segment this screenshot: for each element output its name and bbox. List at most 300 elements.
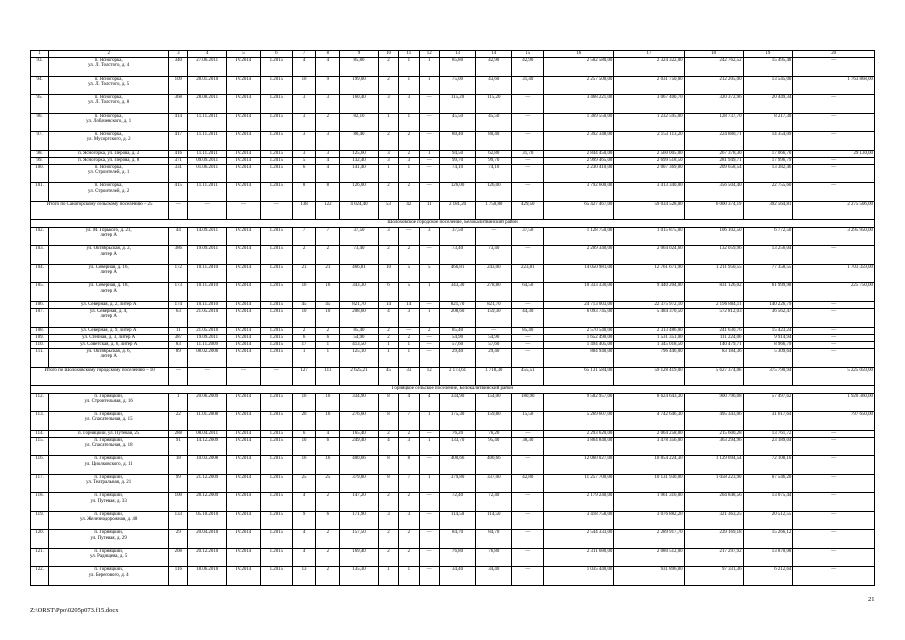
table-cell: 15 266,12 bbox=[743, 530, 793, 549]
table-cell: 20.12.2010 bbox=[188, 548, 227, 567]
table-cell: 22 375 972,10 bbox=[614, 301, 684, 308]
table-cell: 400,66 bbox=[476, 456, 512, 475]
table-cell: 133,70 bbox=[439, 437, 475, 456]
table-cell: 413,50 bbox=[340, 341, 379, 348]
column-number-7: 7 bbox=[292, 51, 316, 58]
table-cell: 1 bbox=[419, 283, 439, 302]
table-cell: — bbox=[419, 349, 439, 368]
table-cell: 2 bbox=[378, 334, 398, 341]
table-cell: 3 bbox=[378, 150, 398, 157]
table-cell: 28.01.2010 bbox=[188, 76, 227, 95]
table-cell: 466,81 bbox=[439, 264, 475, 283]
table-row bbox=[31, 548, 875, 567]
section-heading-row bbox=[31, 386, 875, 394]
table-cell: — bbox=[793, 530, 875, 549]
total-cell: 12 bbox=[419, 367, 439, 386]
table-row bbox=[31, 456, 875, 475]
table-cell: 931 896,00 bbox=[614, 567, 684, 586]
table-cell: 3 bbox=[419, 227, 439, 246]
address-cell: п. Ясногорка, ул. Строителей, д. 2 bbox=[49, 183, 169, 202]
address-cell: п. Ясногорка, ул. Л. Толстого, д. 8 bbox=[49, 95, 169, 114]
table-cell: 1 961 316,00 bbox=[614, 493, 684, 512]
table-cell: 1 bbox=[316, 349, 340, 368]
table-cell: 9 582 957,00 bbox=[544, 393, 614, 412]
table-cell: 132,40 bbox=[340, 157, 379, 164]
table-cell: 4 742 646,30 bbox=[614, 412, 684, 431]
table-cell: — bbox=[419, 132, 439, 151]
table-cell: 175,30 bbox=[439, 412, 475, 431]
table-cell: 157,50 bbox=[340, 530, 379, 549]
table-cell: 7 bbox=[399, 474, 419, 493]
table-cell: — bbox=[512, 95, 544, 114]
table-cell: 1 bbox=[378, 349, 398, 368]
table-cell: 11 bbox=[169, 327, 188, 334]
table-cell: 1 211 950,55 bbox=[684, 264, 743, 283]
table-cell: 1 bbox=[316, 341, 340, 348]
table-cell: — bbox=[512, 334, 544, 341]
table-row bbox=[31, 157, 875, 164]
table-cell: 14 050 981,00 bbox=[544, 264, 614, 283]
row-number-cell: 104. bbox=[31, 264, 49, 283]
table-cell: 14 354,09 bbox=[743, 132, 793, 151]
table-cell: — bbox=[419, 567, 439, 586]
table-cell: 10.03.2008 bbox=[188, 456, 227, 475]
table-cell: 61 999,98 bbox=[743, 283, 793, 302]
table-cell: 831 126,02 bbox=[684, 283, 743, 302]
table-cell: 3 bbox=[292, 150, 316, 157]
table-cell: 3 bbox=[399, 95, 419, 114]
table-cell: 2 bbox=[316, 530, 340, 549]
table-cell: 140 479,71 bbox=[684, 341, 743, 348]
table-cell: 2 196 804,11 bbox=[684, 301, 743, 308]
table-cell: 45,50 bbox=[439, 113, 475, 132]
total-cell: 59 034 528,00 bbox=[614, 201, 684, 220]
table-cell: 34,40 bbox=[476, 567, 512, 586]
table-cell: 16 bbox=[316, 456, 340, 475]
column-number-17: 17 bbox=[614, 51, 684, 58]
table-cell: 28.12.2009 bbox=[188, 493, 227, 512]
column-number-10: 10 bbox=[378, 51, 398, 58]
table-cell: 09.09.2011 bbox=[188, 157, 227, 164]
table-cell: 368 bbox=[169, 95, 188, 114]
column-number-row bbox=[31, 51, 875, 58]
row-number-cell: 121. bbox=[31, 548, 49, 567]
table-cell: 2 289 917,70 bbox=[614, 530, 684, 549]
table-cell: 1 bbox=[399, 76, 419, 95]
table-cell: 2 bbox=[378, 548, 398, 567]
row-number-cell: 95. bbox=[31, 95, 49, 114]
table-cell: 24 713 003,00 bbox=[544, 301, 614, 308]
column-number-18: 18 bbox=[684, 51, 743, 58]
table-cell: 1.2015 bbox=[260, 246, 292, 265]
table-cell: 63 bbox=[169, 309, 188, 328]
total-cell: 53 bbox=[378, 201, 398, 220]
row-number-cell: 112. bbox=[31, 393, 49, 412]
address-cell: п. Горняцкий, ул. Путевая, 25 bbox=[49, 430, 169, 437]
row-number-cell: 93. bbox=[31, 58, 49, 77]
table-cell: 3 bbox=[316, 150, 340, 157]
table-cell: 10 333 330,00 bbox=[544, 283, 614, 302]
table-cell: — bbox=[419, 430, 439, 437]
table-cell: 1 bbox=[419, 309, 439, 328]
table-cell: 334,90 bbox=[340, 393, 379, 412]
row-number-cell: 107. bbox=[31, 309, 49, 328]
table-cell: 57,60 bbox=[476, 341, 512, 348]
table-cell: 8 bbox=[378, 412, 398, 431]
address-cell: п. Горняцкий, ул. Железнодорожная, д. 48 bbox=[49, 511, 169, 530]
table-row bbox=[31, 183, 875, 202]
table-cell: 01.06.2011 bbox=[188, 164, 227, 183]
table-cell: 80,40 bbox=[476, 132, 512, 151]
table-cell: — bbox=[793, 349, 875, 368]
table-row bbox=[31, 58, 875, 77]
table-cell: 900 796,08 bbox=[684, 393, 743, 412]
address-cell: ул. Советская, д. 6, литер А bbox=[49, 341, 169, 348]
total-cell: 138 bbox=[292, 201, 316, 220]
table-cell: 8 bbox=[399, 456, 419, 475]
table-cell: 115,20 bbox=[476, 95, 512, 114]
table-cell: 414 bbox=[169, 113, 188, 132]
table-cell: 379,80 bbox=[439, 474, 475, 493]
address-cell: п. Горняцкий, ул. Театральная, д. 21 bbox=[49, 474, 169, 493]
table-cell: 1 bbox=[292, 349, 316, 368]
table-cell: 1.2015 bbox=[260, 264, 292, 283]
table-cell: 387 bbox=[169, 334, 188, 341]
table-cell: 17 bbox=[292, 341, 316, 348]
table-cell: 2 bbox=[399, 430, 419, 437]
table-cell: 10.11.2010 bbox=[188, 301, 227, 308]
table-cell: 11.11.2011 bbox=[188, 150, 227, 157]
table-cell: 132 059,96 bbox=[684, 246, 743, 265]
table-cell: IV.2014 bbox=[226, 264, 260, 283]
table-cell: IV.2014 bbox=[226, 393, 260, 412]
row-number-cell: 117. bbox=[31, 474, 49, 493]
table-cell: 13 bbox=[292, 567, 316, 586]
table-cell: — bbox=[512, 456, 544, 475]
table-cell: 243,00 bbox=[476, 264, 512, 283]
total-cell: 2 181,20 bbox=[439, 201, 475, 220]
table-cell: 31 617,64 bbox=[743, 412, 793, 431]
total-cell: 111 bbox=[316, 367, 340, 386]
row-number-cell: 119. bbox=[31, 511, 49, 530]
table-cell: IV.2014 bbox=[226, 530, 260, 549]
table-cell: 1.2015 bbox=[260, 309, 292, 328]
table-cell: 72 108,16 bbox=[743, 456, 793, 475]
table-cell: 11 257 700,00 bbox=[544, 474, 614, 493]
table-row bbox=[31, 150, 875, 157]
table-cell: 3 bbox=[316, 95, 340, 114]
table-cell: 2 bbox=[316, 493, 340, 512]
table-cell: 2 570 540,00 bbox=[544, 327, 614, 334]
table-cell: 13 382,46 bbox=[743, 164, 793, 183]
section-heading: Горняцкое сельское поселение, Белокалитвинский район bbox=[31, 386, 875, 394]
table-cell: 1 bbox=[399, 349, 419, 368]
total-cell: 42 bbox=[399, 201, 419, 220]
table-cell: 4 bbox=[316, 430, 340, 437]
table-cell: 74,10 bbox=[439, 164, 475, 183]
table-cell: IV.2014 bbox=[226, 157, 260, 164]
table-cell: 1.2015 bbox=[260, 150, 292, 157]
column-number-20: 20 bbox=[793, 51, 875, 58]
address-cell: п. Горняцкий, ул. Спасательная, д. 15 bbox=[49, 412, 169, 431]
table-row bbox=[31, 341, 875, 348]
table-cell: 84,70 bbox=[439, 530, 475, 549]
table-cell: — bbox=[793, 327, 875, 334]
table-cell: 3 bbox=[378, 511, 398, 530]
table-cell: 2 560 005,00 bbox=[614, 150, 684, 157]
address-cell: п. Ясногорка, ул. Л. Толстого, д. 4 bbox=[49, 58, 169, 77]
table-cell: 36 562,47 bbox=[743, 309, 793, 328]
table-row bbox=[31, 246, 875, 265]
table-cell: 340 bbox=[169, 58, 188, 77]
table-cell: 106 102,50 bbox=[684, 227, 743, 246]
table-cell: 13 256,04 bbox=[743, 246, 793, 265]
table-cell: 13 545,00 bbox=[743, 76, 793, 95]
table-cell: — bbox=[793, 95, 875, 114]
table-cell: 3 bbox=[316, 132, 340, 151]
total-cell: — bbox=[169, 367, 188, 386]
table-cell: 10 854 224,30 bbox=[614, 456, 684, 475]
table-cell: 135,30 bbox=[340, 567, 379, 586]
table-cell: 2 324 322,00 bbox=[614, 58, 684, 77]
table-cell: 334,90 bbox=[439, 393, 475, 412]
table-cell: 16 bbox=[292, 283, 316, 302]
table-cell: 57,60 bbox=[439, 341, 475, 348]
table-cell: 267 378,30 bbox=[684, 150, 743, 157]
table-cell: 2 699 518,50 bbox=[614, 157, 684, 164]
table-row bbox=[31, 530, 875, 549]
table-cell: 7 bbox=[292, 227, 316, 246]
table-cell: 3 792 600,00 bbox=[544, 183, 614, 202]
table-cell: 208,60 bbox=[439, 309, 475, 328]
table-cell: 8 966,79 bbox=[743, 341, 793, 348]
table-cell: — bbox=[419, 341, 439, 348]
table-cell: 1.2015 bbox=[260, 334, 292, 341]
table-cell: 16 bbox=[292, 456, 316, 475]
table-row bbox=[31, 430, 875, 437]
table-cell: 2 844 450,00 bbox=[544, 150, 614, 157]
table-cell: 140 226,79 bbox=[743, 301, 793, 308]
table-cell: 13 761,72 bbox=[743, 430, 793, 437]
table-cell: 84,70 bbox=[476, 530, 512, 549]
column-number-4: 4 bbox=[188, 51, 227, 58]
table-cell: IV.2014 bbox=[226, 548, 260, 567]
table-cell: 11.11.2009 bbox=[188, 341, 227, 348]
table-cell: 11.11.2011 bbox=[188, 183, 227, 202]
total-cell: 2 275 506,00 bbox=[793, 201, 875, 220]
table-cell: 2 bbox=[316, 327, 340, 334]
table-cell: 343,30 bbox=[439, 283, 475, 302]
table-cell: 9 440 204,00 bbox=[614, 283, 684, 302]
table-cell: 94,50 bbox=[439, 150, 475, 157]
table-cell: 1.2015 bbox=[260, 437, 292, 456]
table-cell: 9 bbox=[316, 76, 340, 95]
table-cell: IV.2014 bbox=[226, 474, 260, 493]
table-cell: 4 bbox=[316, 164, 340, 183]
table-cell: — bbox=[399, 227, 419, 246]
table-cell: 2 bbox=[316, 113, 340, 132]
table-cell: 7 bbox=[399, 412, 419, 431]
table-cell: IV.2014 bbox=[226, 95, 260, 114]
row-number-cell: 114. bbox=[31, 430, 49, 437]
table-cell: 6 bbox=[292, 164, 316, 183]
table-cell: 4 bbox=[292, 530, 316, 549]
table-cell: 224 880,71 bbox=[684, 132, 743, 151]
table-cell: 331 bbox=[169, 164, 188, 183]
row-number-cell: 120. bbox=[31, 530, 49, 549]
total-cell: 392 564,81 bbox=[743, 201, 793, 220]
table-cell: 2 bbox=[378, 530, 398, 549]
table-cell: 3 bbox=[292, 132, 316, 151]
total-cell: — bbox=[226, 201, 260, 220]
address-cell: ул. Северная, д. 16, литер А bbox=[49, 264, 169, 283]
table-cell: 80,40 bbox=[340, 132, 379, 151]
total-cell: 5 225 059,00 bbox=[793, 367, 875, 386]
table-cell: — bbox=[399, 327, 419, 334]
table-cell: IV.2014 bbox=[226, 183, 260, 202]
table-cell: — bbox=[512, 164, 544, 183]
table-cell: 400,66 bbox=[340, 456, 379, 475]
table-cell: IV.2014 bbox=[226, 341, 260, 348]
table-cell: IV.2014 bbox=[226, 327, 260, 334]
table-cell: — bbox=[512, 548, 544, 567]
table-cell: 54,90 bbox=[439, 334, 475, 341]
table-cell: — bbox=[512, 511, 544, 530]
row-number-cell: 110. bbox=[31, 341, 49, 348]
table-cell: 20.06.2009 bbox=[188, 393, 227, 412]
table-cell: — bbox=[419, 334, 439, 341]
table-body bbox=[31, 51, 875, 586]
address-cell: п. Ясногорка, ул. Лобачевского, д. 1 bbox=[49, 113, 169, 132]
table-cell: 3 468 221,00 bbox=[544, 95, 614, 114]
table-cell: 215 600,28 bbox=[684, 430, 743, 437]
table-cell: — bbox=[419, 113, 439, 132]
table-cell: 1 bbox=[399, 164, 419, 183]
table-cell: 2 bbox=[316, 567, 340, 586]
table-cell: 1.2015 bbox=[260, 183, 292, 202]
row-number-cell: 96. bbox=[31, 113, 49, 132]
table-cell: 1 bbox=[378, 567, 398, 586]
table-cell: 400,66 bbox=[439, 456, 475, 475]
table-cell: 14.09.2011 bbox=[188, 227, 227, 246]
table-cell: 6 bbox=[378, 283, 398, 302]
table-cell: — bbox=[419, 157, 439, 164]
table-cell: — bbox=[419, 95, 439, 114]
table-cell: 7 bbox=[316, 227, 340, 246]
address-cell: п. Горняцкий, ул. Циолковского, д. 11 bbox=[49, 456, 169, 475]
table-cell: 1 bbox=[399, 341, 419, 348]
table-cell: 99 bbox=[169, 474, 188, 493]
row-number-cell: 122. bbox=[31, 567, 49, 586]
total-cell: 375 790,94 bbox=[743, 367, 793, 386]
table-cell: 884 940,00 bbox=[544, 349, 614, 368]
table-cell: — bbox=[512, 341, 544, 348]
table-cell: — bbox=[419, 301, 439, 308]
address-cell: п. Горняцкий, ул. Строительная, д. 16 bbox=[49, 393, 169, 412]
table-cell: 10.11.2010 bbox=[188, 264, 227, 283]
total-cell: 33 bbox=[399, 367, 419, 386]
table-cell: 29,40 bbox=[439, 349, 475, 368]
table-cell: — bbox=[512, 157, 544, 164]
table-cell: 241 630,76 bbox=[684, 327, 743, 334]
table-cell: — bbox=[512, 301, 544, 308]
section-heading: Шолоховское городское поселение, Белокалитвинский район bbox=[31, 220, 875, 228]
table-cell: 1.2015 bbox=[260, 283, 292, 302]
table-cell: 1 bbox=[419, 474, 439, 493]
table-cell: 466,81 bbox=[340, 264, 379, 283]
table-cell: 1.2015 bbox=[260, 393, 292, 412]
table-cell: 2 bbox=[378, 493, 398, 512]
table-cell: 38,30 bbox=[512, 437, 544, 456]
table-cell: 45 bbox=[316, 301, 340, 308]
table-cell: 796 446,00 bbox=[614, 349, 684, 368]
table-cell: 2 bbox=[399, 150, 419, 157]
table-cell: 42,90 bbox=[512, 58, 544, 77]
address-cell: ул. Северная, д. 2, литер А bbox=[49, 301, 169, 308]
table-cell: 126,00 bbox=[476, 183, 512, 202]
address-cell: ул. Степная, д. 3, литер А bbox=[49, 334, 169, 341]
table-cell: IV.2014 bbox=[226, 511, 260, 530]
footer-file-path: Z:\ORST\Ppo\0205p073.f15.docx bbox=[30, 607, 119, 614]
address-cell: ул. Северная, д. 9, литер А bbox=[49, 327, 169, 334]
table-cell: 10 bbox=[378, 264, 398, 283]
table-cell: 25 bbox=[292, 474, 316, 493]
table-cell: 1.2015 bbox=[260, 157, 292, 164]
total-row bbox=[31, 201, 875, 220]
table-cell: 797 650,00 bbox=[793, 412, 875, 431]
table-cell: 83 184,36 bbox=[684, 349, 743, 368]
table-cell: 5 bbox=[399, 264, 419, 283]
table-cell: 62,80 bbox=[476, 150, 512, 157]
table-cell: 85,40 bbox=[340, 327, 379, 334]
row-number-cell: 111. bbox=[31, 349, 49, 368]
table-cell: 4 bbox=[419, 393, 439, 412]
table-cell: IV.2014 bbox=[226, 456, 260, 475]
table-cell: 1 531 351,00 bbox=[614, 334, 684, 341]
row-number-cell: 116. bbox=[31, 456, 49, 475]
table-cell: — bbox=[793, 456, 875, 475]
address-cell: ул. Северная, д. 4, литер А bbox=[49, 309, 169, 328]
table-cell: 278,80 bbox=[476, 283, 512, 302]
table-cell: 82,10 bbox=[340, 113, 379, 132]
total-cell: — bbox=[188, 201, 227, 220]
table-cell: 2 544 333,00 bbox=[544, 530, 614, 549]
table-cell: — bbox=[512, 567, 544, 586]
table-cell: 2 bbox=[378, 183, 398, 202]
table-cell: 821,70 bbox=[340, 301, 379, 308]
table-cell: 42,80 bbox=[512, 474, 544, 493]
table-cell: 116 bbox=[169, 567, 188, 586]
table-cell: 1 bbox=[419, 412, 439, 431]
table-row bbox=[31, 95, 875, 114]
total-cell: 122 bbox=[316, 201, 340, 220]
table-cell: 75,00 bbox=[439, 76, 475, 95]
table-cell: 1.2015 bbox=[260, 548, 292, 567]
table-cell: 14 bbox=[378, 301, 398, 308]
row-number-cell: 103. bbox=[31, 246, 49, 265]
table-cell: 100 bbox=[169, 493, 188, 512]
table-cell: 180,90 bbox=[512, 393, 544, 412]
table-cell: 54,90 bbox=[340, 334, 379, 341]
table-cell: — bbox=[793, 183, 875, 202]
address-cell: п. Горняцкий, ул. Путевая, д. 33 bbox=[49, 493, 169, 512]
table-cell: 76,80 bbox=[476, 548, 512, 567]
table-cell: 67 546,20 bbox=[743, 474, 793, 493]
table-cell: 1 058 223,90 bbox=[684, 474, 743, 493]
table-cell: 1.2015 bbox=[260, 412, 292, 431]
table-row bbox=[31, 334, 875, 341]
table-cell: 2 392 348,00 bbox=[544, 132, 614, 151]
